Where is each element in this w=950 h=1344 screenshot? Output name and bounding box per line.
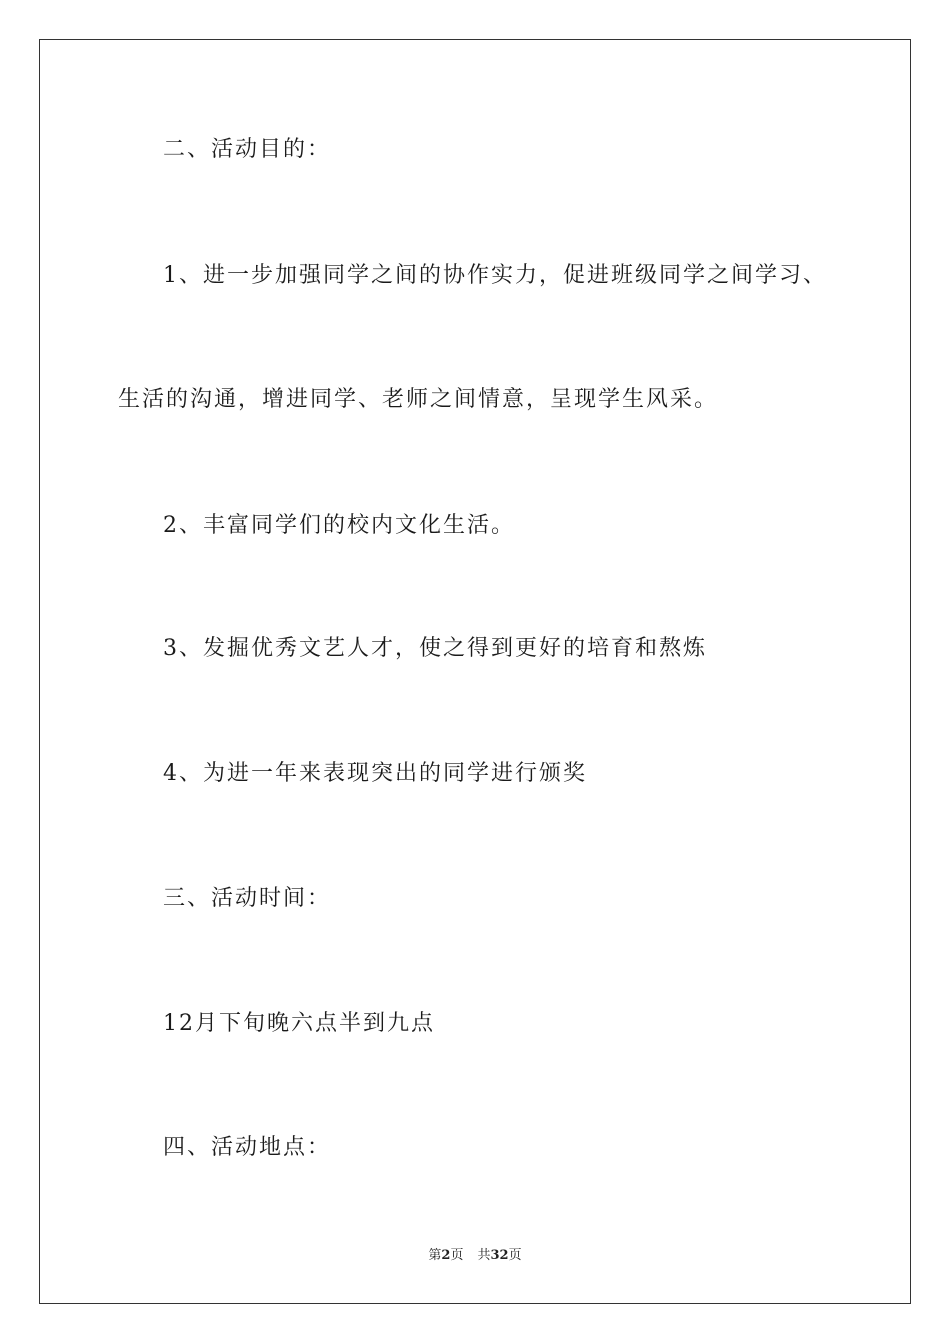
footer-page-suffix: 页 (450, 1248, 464, 1263)
paragraph-line: 生活的沟通，增进同学、老师之间情意，呈现学生风采。 (118, 387, 719, 412)
paragraph-line: 2、丰富同学们的校内文化生活。 (163, 513, 515, 538)
paragraph-line: 3、发掘优秀文艺人才，使之得到更好的培育和熬炼 (163, 636, 707, 661)
paragraph-line: 1、进一步加强同学之间的协作实力，促进班级同学之间学习、 (163, 263, 827, 288)
footer-page-prefix: 第 (428, 1248, 442, 1263)
paragraph-line: 4、为进一年来表现突出的同学进行颁奖 (163, 761, 587, 786)
footer-total-suffix: 页 (508, 1248, 522, 1263)
page-frame (39, 39, 911, 1304)
footer-total-prefix: 共 (477, 1248, 491, 1263)
footer-total-number: 32 (490, 1248, 509, 1263)
paragraph-line: 12月下旬晚六点半到九点 (163, 1011, 435, 1036)
footer-page-number: 2 (441, 1248, 451, 1263)
section-heading-time: 三、活动时间： (163, 886, 332, 911)
section-heading-purpose: 二、活动目的： (163, 137, 332, 162)
section-heading-location: 四、活动地点： (163, 1135, 332, 1160)
page-footer (0, 1247, 950, 1265)
